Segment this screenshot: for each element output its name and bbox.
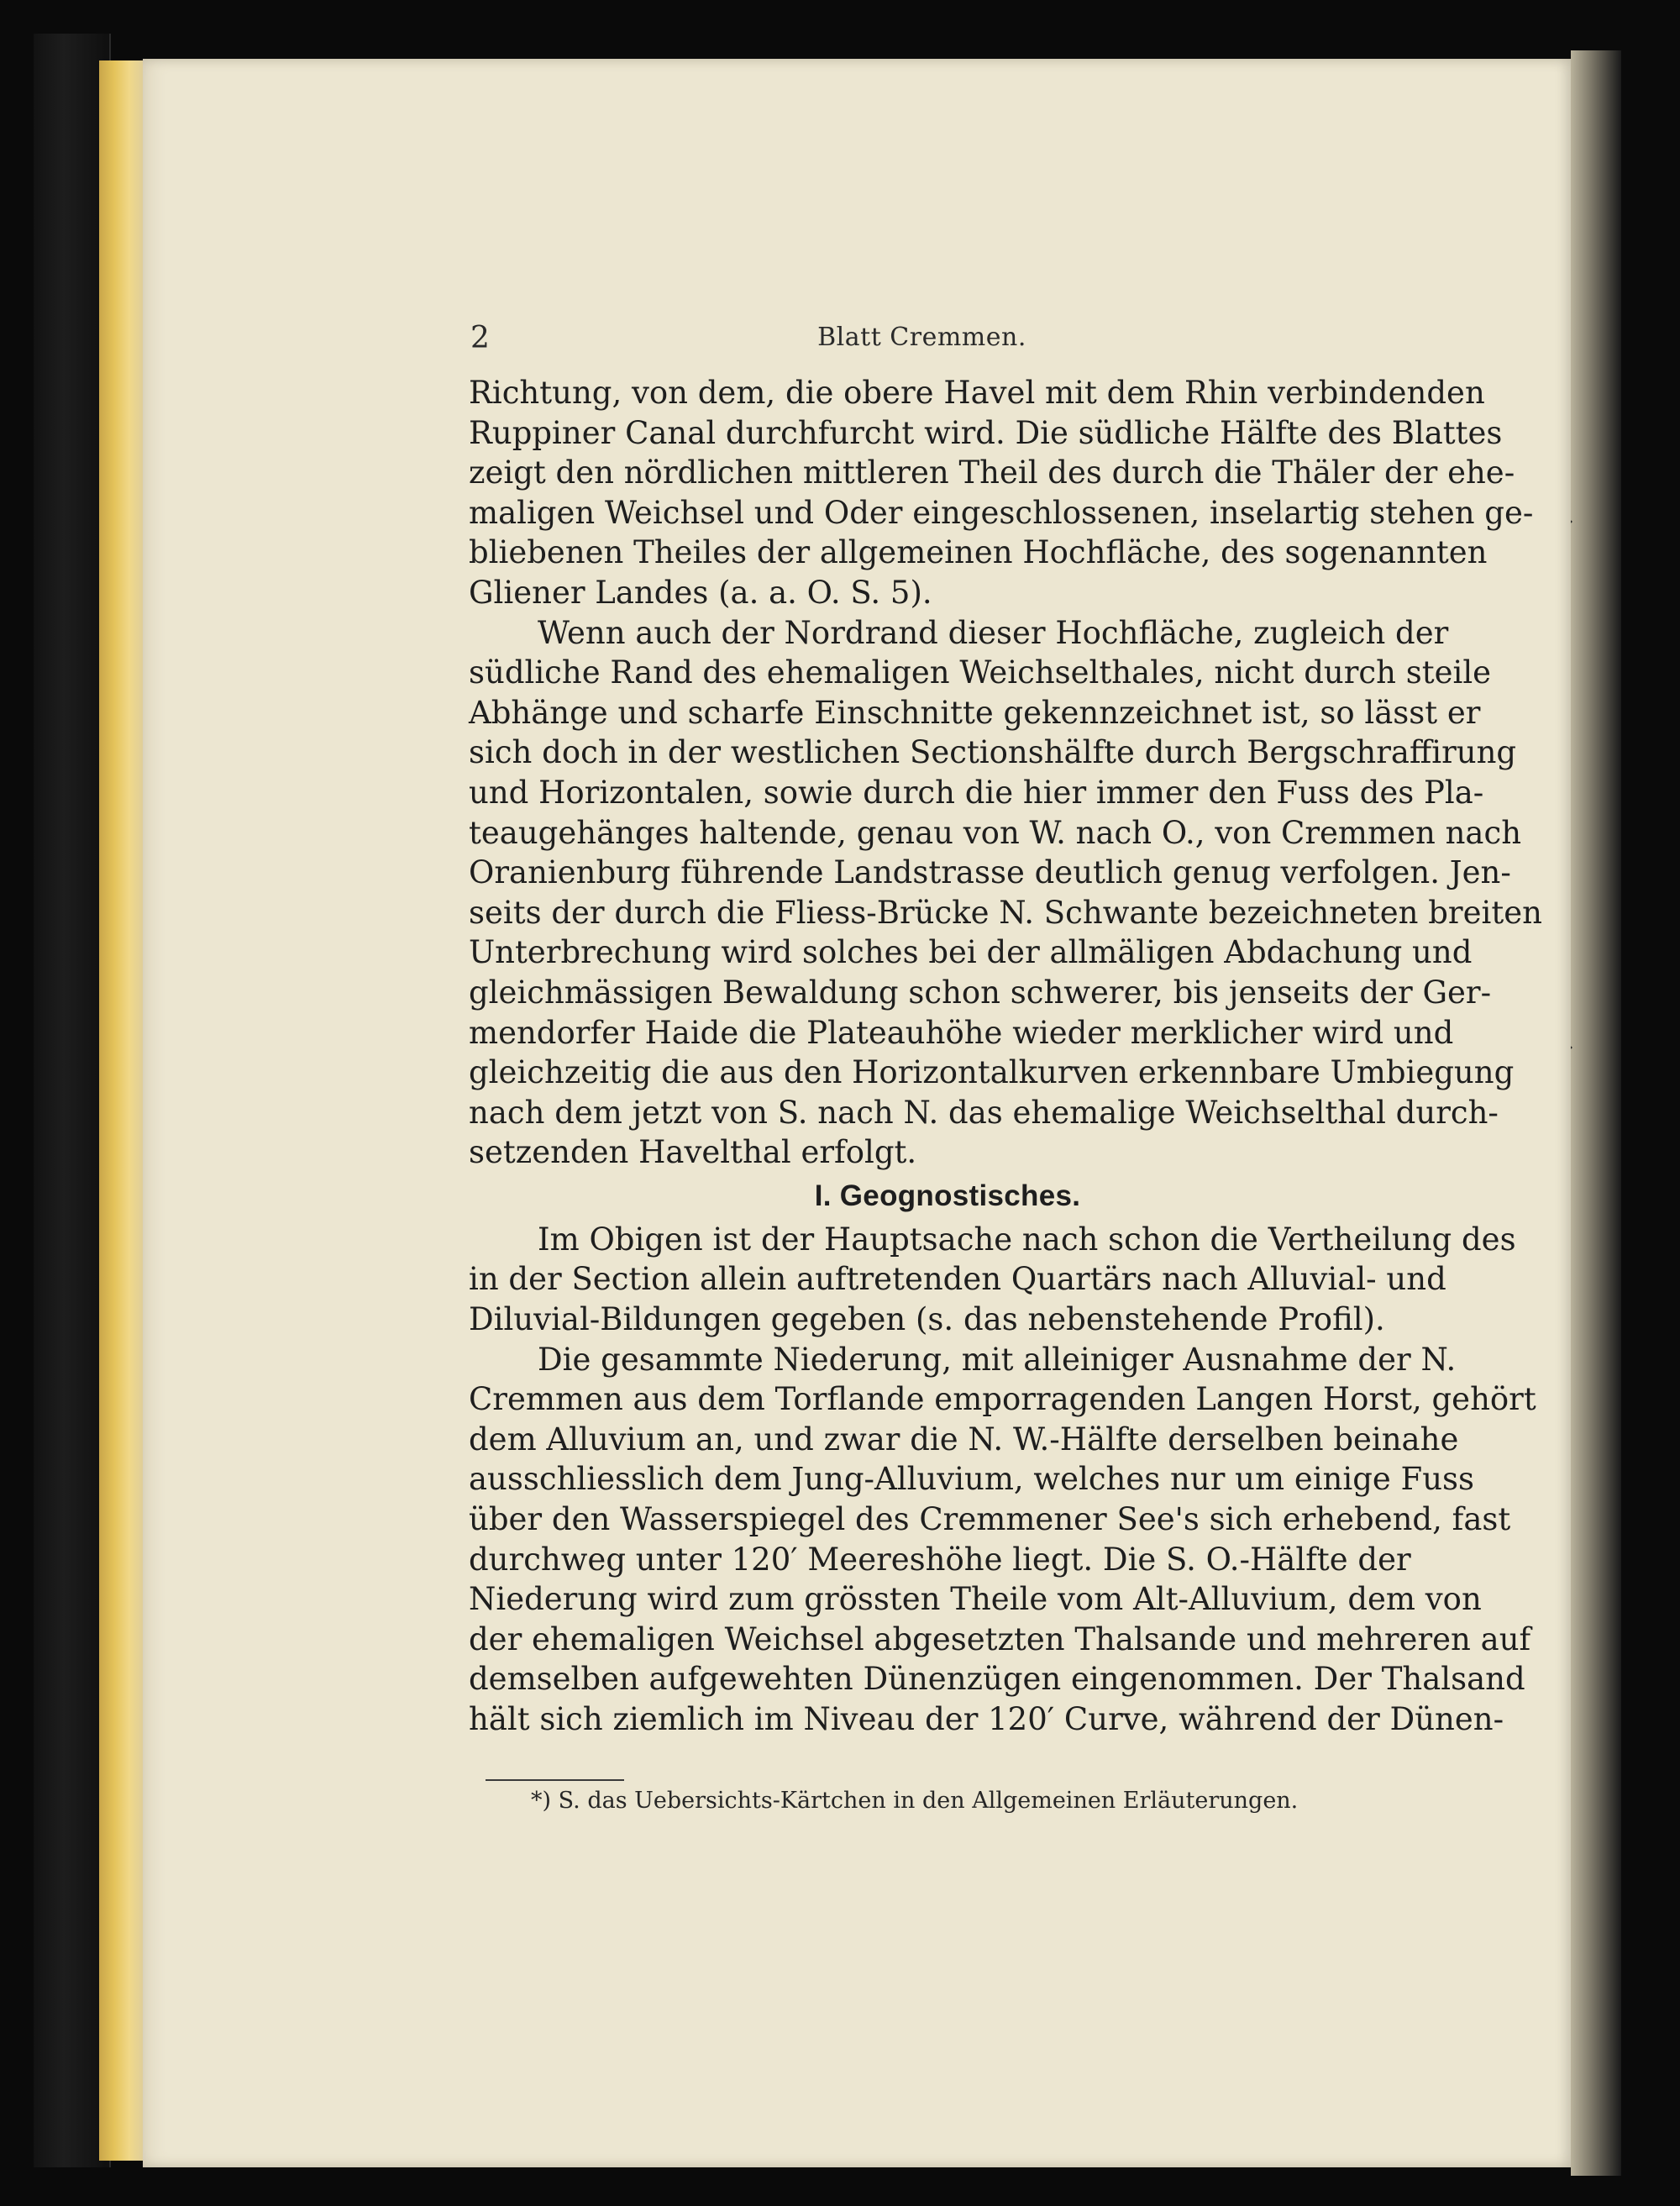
paragraph-1 [469,373,1534,613]
text-line: Diluvial-Bildungen gegeben (s. das nebenstehende Profil). [469,1301,1385,1338]
text-line: gleichzeitig die aus den Horizontalkurven erkennbare Umbiegung [469,1054,1515,1091]
text-line: durchweg unter 120′ Meereshöhe liegt. Die S. O.-Hälfte der [469,1541,1411,1578]
facing-page-edge [1571,50,1621,2176]
text-line: gleichmässigen Bewaldung schon schwerer, bis jenseits der Ger- [469,974,1492,1011]
text-line: Gliener Landes (a. a. O. S. 5). [469,574,932,611]
text-line: Abhänge und scharfe Einschnitte gekennzeichnet ist, so lässt er [469,694,1481,731]
text-line: setzenden Havelthal erfolgt. [469,1134,917,1171]
paragraph-2 [469,613,1542,1173]
page-header [470,321,1373,355]
text-line: Oranienburg führende Landstrasse deutlich genug verfolgen. Jen- [469,854,1511,891]
text-line: Cremmen aus dem Torflande emporragenden Langen Horst, gehört [469,1381,1536,1418]
text-line: Ruppiner Canal durchfurcht wird. Die südliche Hälfte des Blattes [469,414,1503,451]
gilded-page-edge [99,60,150,2161]
footnote: *) S. das Uebersichts-Kärtchen in den Allgemeinen Erläuterungen. [531,1788,1299,1814]
text-line: teaugehänges haltende, genau von W. nach O., von Cremmen nach [469,814,1522,851]
text-line: hält sich ziemlich im Niveau der 120′ Curve, während der Dünen- [469,1701,1504,1737]
text-line: Richtung, von dem, die obere Havel mit dem Rhin verbindenden [469,375,1485,411]
text-line: Die gesammte Niederung, mit alleiniger Ausnahme der N. [538,1341,1457,1378]
text-line: Im Obigen ist der Hauptsache nach schon die Vertheilung des [538,1221,1516,1258]
text-line: demselben aufgewehten Dünenzügen eingenommen. Der Thalsand [469,1661,1525,1698]
text-line: bliebenen Theiles der allgemeinen Hochfläche, des sogenannten [469,534,1488,571]
text-line: Niederung wird zum grössten Theile vom Alt-Alluvium, dem von [469,1581,1482,1618]
text-line: in der Section allein auftretenden Quartärs nach Alluvial- und [469,1261,1446,1298]
text-line: über den Wasserspiegel des Cremmener See's sich erhebend, fast [469,1501,1511,1538]
running-title: Blatt Cremmen. [817,323,1026,352]
text-line: südliche Rand des ehemaligen Weichselthales, nicht durch steile [469,654,1492,691]
text-line: nach dem jetzt von S. nach N. das ehemalige Weichselthal durch- [469,1094,1499,1131]
paragraph-3 [469,1220,1516,1340]
page-number: 2 [470,321,490,355]
footnote-rule [486,1779,624,1781]
text-line: sich doch in der westlichen Sectionshälfte durch Bergschraffirung [469,734,1517,771]
text-line: maligen Weichsel und Oder eingeschlossenen, inselartig stehen ge- [469,494,1534,531]
text-line: seits der durch die Fliess-Brücke N. Schwante bezeichneten breiten [469,894,1542,931]
text-line: mendorfer Haide die Plateauhöhe wieder merklicher wird und [469,1014,1454,1051]
paragraph-4 [469,1340,1536,1740]
text-line: ausschliesslich dem Jung-Alluvium, welches nur um einige Fuss [469,1461,1475,1498]
text-line: und Horizontalen, sowie durch die hier immer den Fuss des Pla- [469,774,1484,811]
section-heading: I. Geognostisches. [814,1179,1081,1212]
text-line: Wenn auch der Nordrand dieser Hochfläche, zugleich der [538,614,1449,651]
text-line: Unterbrechung wird solches bei der allmäligen Abdachung und [469,934,1473,971]
body-text [469,373,1542,1740]
text-line: zeigt den nördlichen mittleren Theil des durch die Thäler der ehe- [469,454,1515,491]
text-line: der ehemaligen Weichsel abgesetzten Thalsande und mehreren auf [469,1620,1531,1657]
text-line: dem Alluvium an, und zwar die N. W.-Hälfte derselben beinahe [469,1421,1459,1458]
